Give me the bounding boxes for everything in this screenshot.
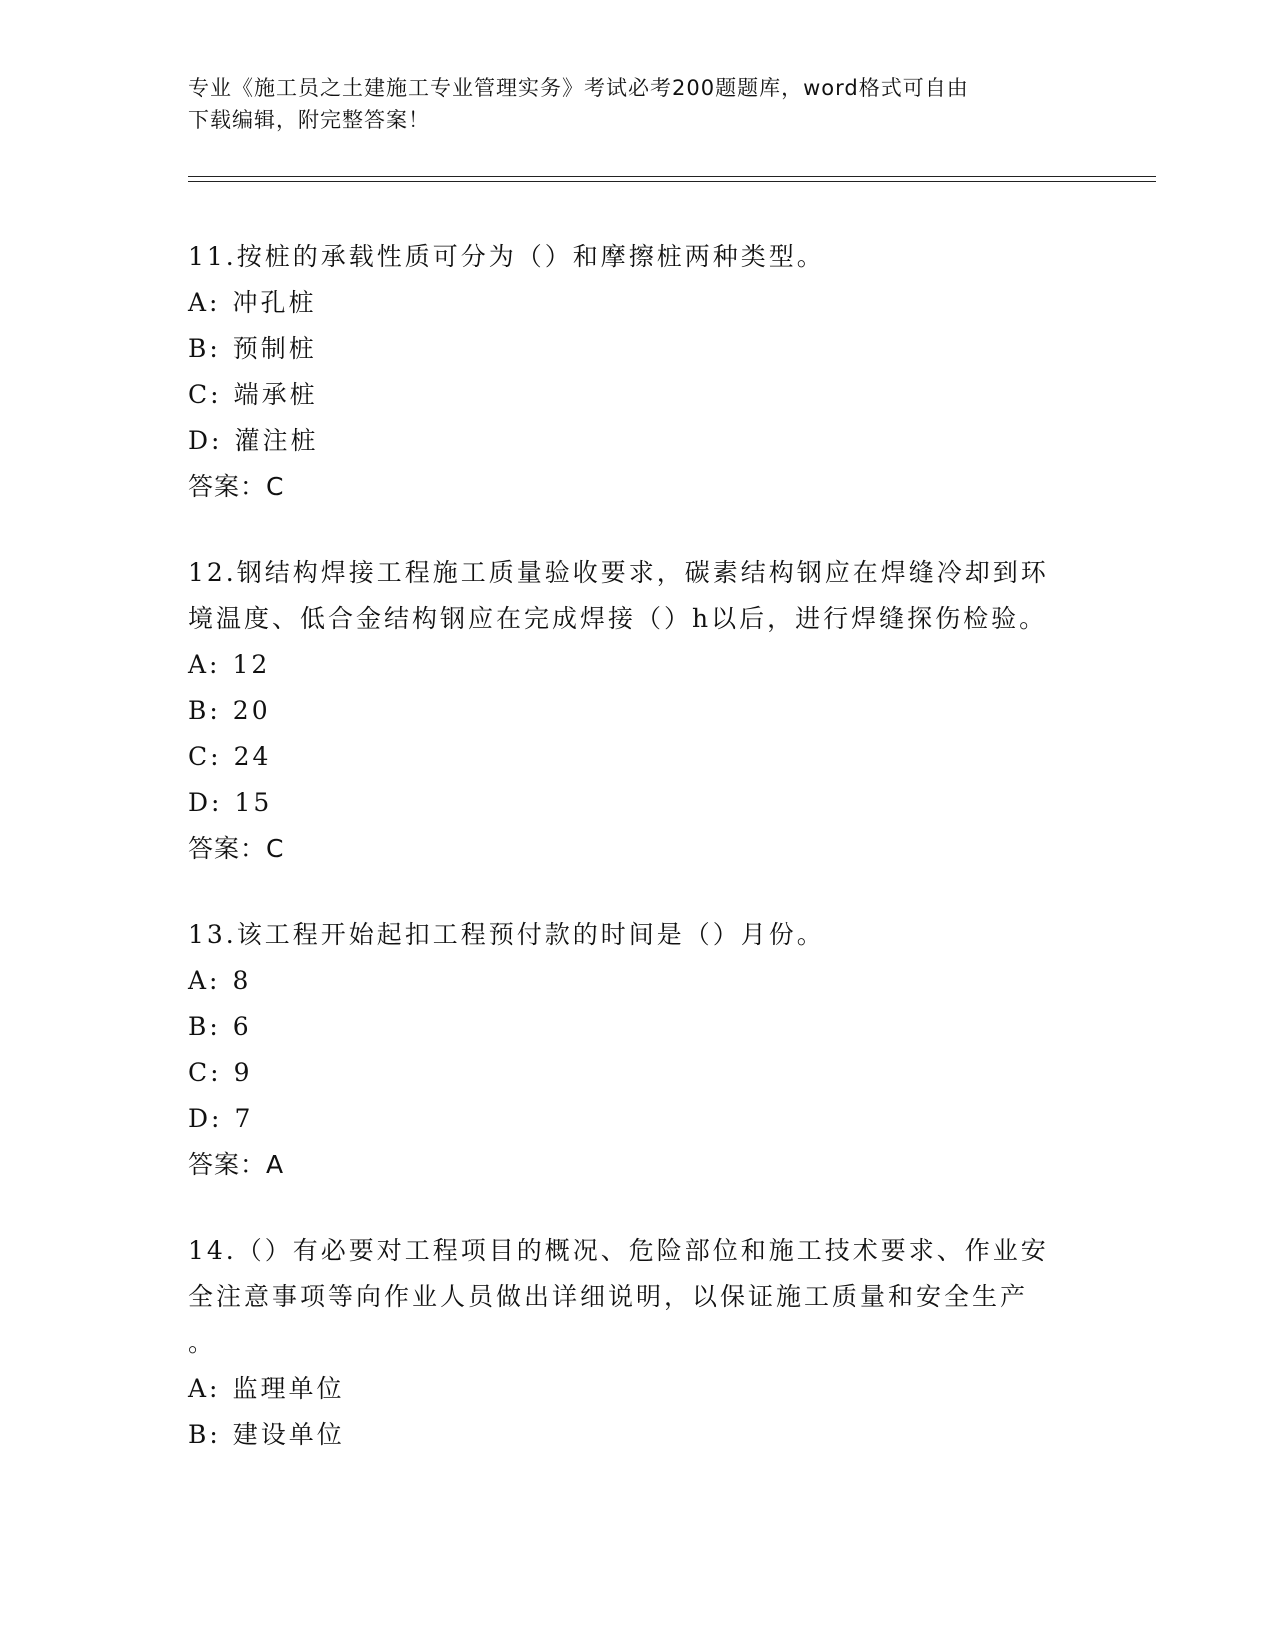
option-text: 8 bbox=[232, 966, 252, 995]
option-label: D: bbox=[188, 426, 223, 455]
option-a bbox=[188, 642, 1068, 688]
option-text: 端承桩 bbox=[233, 380, 318, 409]
option-c bbox=[188, 372, 1068, 418]
option-b bbox=[188, 326, 1068, 372]
option-label: C: bbox=[188, 1058, 222, 1087]
question-text: 境温度、低合金结构钢应在完成焊接（）h以后，进行焊缝探伤检验。 bbox=[188, 604, 1048, 633]
option-text: 20 bbox=[232, 696, 271, 725]
option-text: 7 bbox=[234, 1104, 254, 1133]
question-text: 。 bbox=[188, 1328, 217, 1357]
answer: 答案：C bbox=[188, 472, 285, 501]
document-header bbox=[188, 72, 1068, 136]
option-d bbox=[188, 780, 1068, 826]
question-text: 14.（）有必要对工程项目的概况、危险部位和施工技术要求、作业安 bbox=[188, 1236, 1049, 1265]
question-11 bbox=[188, 234, 1068, 510]
question-list bbox=[188, 234, 1068, 1498]
option-text: 冲孔桩 bbox=[232, 288, 317, 317]
option-label: D: bbox=[188, 788, 223, 817]
question-text: 13.该工程开始起扣工程预付款的时间是（）月份。 bbox=[188, 920, 825, 949]
option-b bbox=[188, 1004, 1068, 1050]
option-text: 24 bbox=[233, 742, 272, 771]
header-divider-bottom bbox=[188, 181, 1156, 182]
question-14 bbox=[188, 1228, 1068, 1458]
option-text: 建设单位 bbox=[232, 1420, 345, 1449]
option-label: A: bbox=[188, 966, 221, 995]
option-c bbox=[188, 734, 1068, 780]
header-divider-top bbox=[188, 176, 1156, 177]
option-d bbox=[188, 1096, 1068, 1142]
option-c bbox=[188, 1050, 1068, 1096]
question-13 bbox=[188, 912, 1068, 1188]
option-a bbox=[188, 1366, 1068, 1412]
option-d bbox=[188, 418, 1068, 464]
option-text: 6 bbox=[232, 1012, 252, 1041]
option-text: 监理单位 bbox=[232, 1374, 345, 1403]
option-label: A: bbox=[188, 650, 221, 679]
option-a bbox=[188, 280, 1068, 326]
question-12 bbox=[188, 550, 1068, 872]
option-a bbox=[188, 958, 1068, 1004]
question-text: 11.按桩的承载性质可分为（）和摩擦桩两种类型。 bbox=[188, 242, 825, 271]
option-label: C: bbox=[188, 380, 222, 409]
option-text: 预制桩 bbox=[232, 334, 317, 363]
option-b bbox=[188, 1412, 1068, 1458]
question-text: 全注意事项等向作业人员做出详细说明，以保证施工质量和安全生产 bbox=[188, 1282, 1029, 1311]
header-line-2: 下载编辑，附完整答案！ bbox=[188, 108, 430, 132]
option-label: B: bbox=[188, 1012, 221, 1041]
option-text: 15 bbox=[234, 788, 273, 817]
option-label: A: bbox=[188, 288, 221, 317]
option-b bbox=[188, 688, 1068, 734]
option-label: B: bbox=[188, 1420, 221, 1449]
option-label: B: bbox=[188, 334, 221, 363]
answer: 答案：C bbox=[188, 834, 285, 863]
answer: 答案：A bbox=[188, 1150, 285, 1179]
question-text: 12.钢结构焊接工程施工质量验收要求，碳素结构钢应在焊缝冷却到环 bbox=[188, 558, 1049, 587]
option-text: 9 bbox=[233, 1058, 253, 1087]
option-label: B: bbox=[188, 696, 221, 725]
option-label: D: bbox=[188, 1104, 223, 1133]
option-text: 灌注桩 bbox=[234, 426, 319, 455]
option-label: C: bbox=[188, 742, 222, 771]
header-line-1: 专业《施工员之土建施工专业管理实务》考试必考200题题库，word格式可自由 bbox=[188, 76, 969, 100]
option-text: 12 bbox=[232, 650, 271, 679]
option-label: A: bbox=[188, 1374, 221, 1403]
